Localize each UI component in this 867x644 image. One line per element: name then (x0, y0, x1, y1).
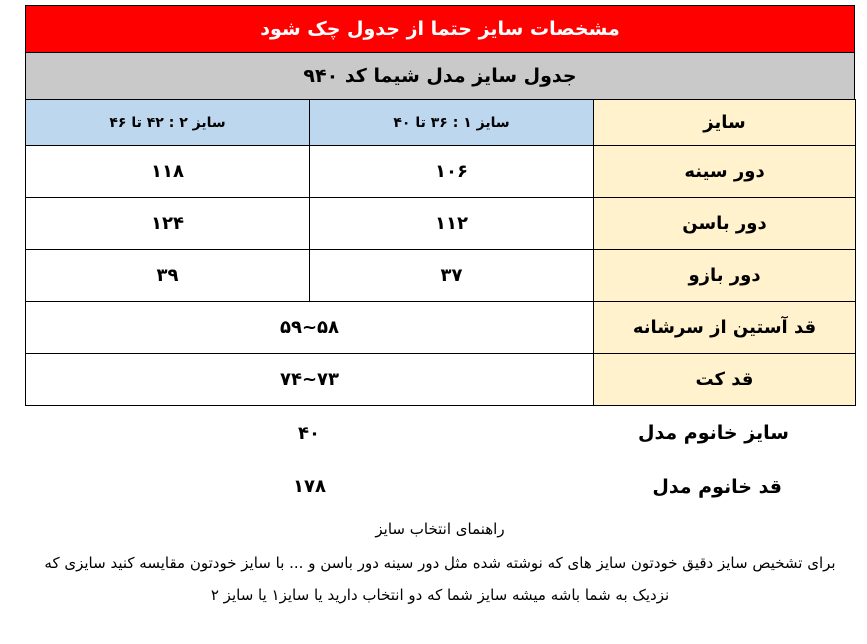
guide-line-2: نزدیک به شما باشه میشه سایز شما که دو انتخاب دارید یا سایز۱ یا سایز ۲ (210, 586, 670, 604)
model-height-value: ۱۷۸ (293, 476, 326, 497)
row-label-sleeve: قد آستین از سرشانه (594, 302, 856, 354)
table-row-arm (26, 250, 856, 302)
warning-title-bar (25, 5, 855, 53)
cell-sleeve-merged: ۵۸~۵۹ (26, 302, 594, 354)
guide-heading: راهنمای انتخاب سایز (375, 520, 505, 538)
column-header-size-1: سایز ۱ : ۳۶ تا ۴۰ (310, 100, 594, 146)
cell-chest-size-1: ۱۰۶ (310, 146, 594, 198)
table-row-sleeve (26, 302, 856, 354)
row-label-length: قد کت (594, 354, 856, 406)
row-label-chest: دور سینه (594, 146, 856, 198)
row-label-hip: دور باسن (594, 198, 856, 250)
cell-length-merged: ۷۳~۷۴ (26, 354, 594, 406)
table-header-row (26, 100, 856, 146)
page-title: مشخصات سایز حتما از جدول چک شود (260, 18, 620, 40)
cell-arm-size-2: ۳۹ (26, 250, 310, 302)
cell-arm-size-1: ۳۷ (310, 250, 594, 302)
column-header-size-2: سایز ۲ : ۴۲ تا ۴۶ (26, 100, 310, 146)
cell-hip-size-1: ۱۱۲ (310, 198, 594, 250)
table-row-length (26, 354, 856, 406)
model-size-value: ۴۰ (298, 423, 320, 444)
size-table (25, 99, 856, 406)
cell-hip-size-2: ۱۲۴ (26, 198, 310, 250)
table-row-hip (26, 198, 856, 250)
model-size-label: سایز خانوم مدل (637, 422, 789, 444)
guide-line-1: برای تشخیص سایز دقیق خودتون سایز های که نوشته شده مثل دور سینه دور باسن و ... با سایز خودتون مقایسه کنید سایزی که (44, 554, 836, 572)
table-subtitle-bar (25, 52, 855, 100)
model-height-label: قد خانوم مدل (652, 476, 782, 498)
table-title: جدول سایز مدل شیما کد ۹۴۰ (303, 65, 577, 87)
cell-chest-size-2: ۱۱۸ (26, 146, 310, 198)
row-label-arm: دور بازو (594, 250, 856, 302)
corner-label-cell: سایز (594, 100, 856, 146)
table-row-chest (26, 146, 856, 198)
